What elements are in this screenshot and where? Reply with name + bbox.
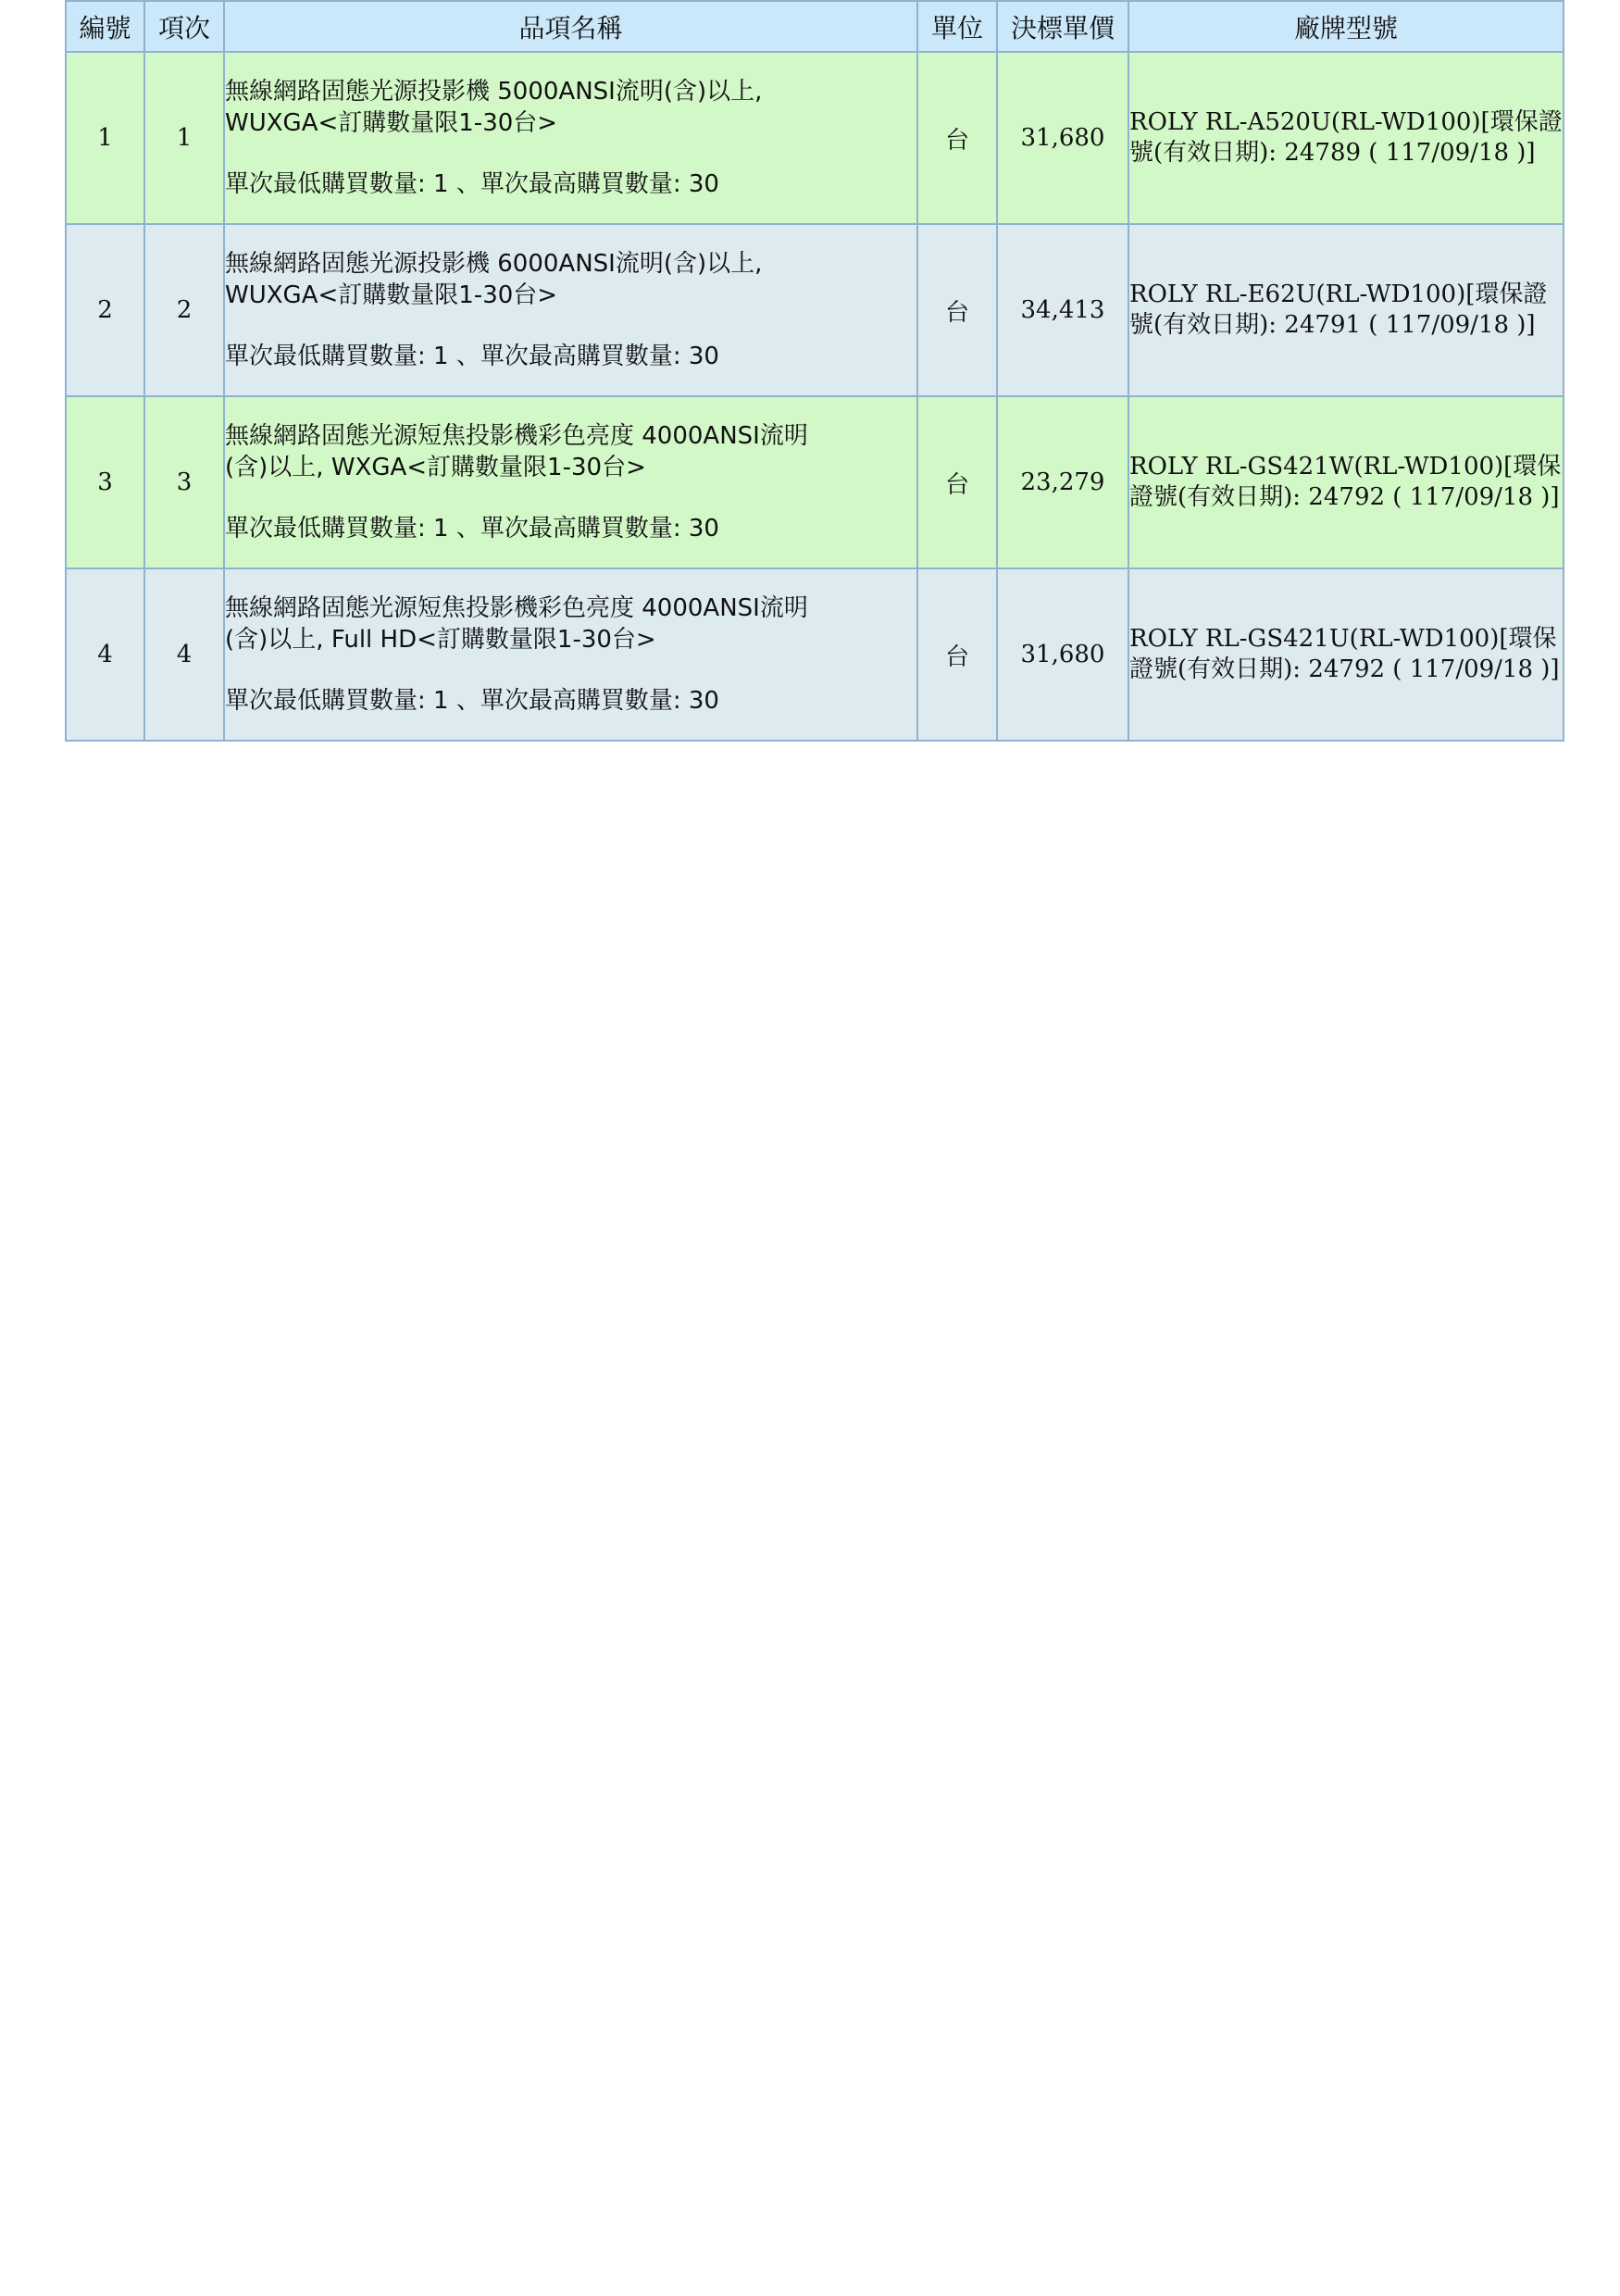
item-name-line1: 無線網路固態光源投影機 6000ANSI流明(含)以上, — [225, 250, 763, 278]
item-quantity-limit: 單次最低購買數量: 1 、單次最高購買數量: 30 — [225, 343, 719, 370]
header-name: 品項名稱 — [224, 1, 917, 52]
row-brand: ROLY RL-GS421W(RL-WD100)[環保證號(有效日期): 24792 ( 117/09/18 )] — [1128, 396, 1564, 568]
header-item: 項次 — [144, 1, 224, 52]
item-quantity-limit: 單次最低購買數量: 1 、單次最高購買數量: 30 — [225, 515, 719, 543]
table-row — [66, 224, 1564, 396]
table-body — [66, 52, 1564, 741]
row-no: 2 — [66, 224, 144, 396]
header-brand: 廠牌型號 — [1128, 1, 1564, 52]
row-brand: ROLY RL-A520U(RL-WD100)[環保證號(有效日期): 24789 ( 117/09/18 )] — [1128, 52, 1564, 224]
header-unit: 單位 — [917, 1, 997, 52]
item-name-line1: 無線網路固態光源短焦投影機彩色亮度 4000ANSI流明 — [225, 422, 808, 450]
row-unit: 台 — [917, 396, 997, 568]
row-price: 31,680 — [997, 52, 1128, 224]
row-item: 2 — [144, 224, 224, 396]
header-no: 編號 — [66, 1, 144, 52]
item-name-line1: 無線網路固態光源短焦投影機彩色亮度 4000ANSI流明 — [225, 594, 808, 622]
row-item-name — [224, 396, 917, 568]
row-no: 3 — [66, 396, 144, 568]
table-row — [66, 396, 1564, 568]
item-name-line2: (含)以上, WXGA<訂購數量限1-30台> — [225, 454, 646, 481]
row-item: 3 — [144, 396, 224, 568]
row-unit: 台 — [917, 224, 997, 396]
row-item: 1 — [144, 52, 224, 224]
item-name-line2: WUXGA<訂購數量限1-30台> — [225, 109, 558, 137]
row-no: 1 — [66, 52, 144, 224]
row-price: 31,680 — [997, 568, 1128, 741]
row-brand: ROLY RL-E62U(RL-WD100)[環保證號(有效日期): 24791 ( 117/09/18 )] — [1128, 224, 1564, 396]
row-brand: ROLY RL-GS421U(RL-WD100)[環保證號(有效日期): 24792 ( 117/09/18 )] — [1128, 568, 1564, 741]
header-row — [66, 1, 1564, 52]
row-no: 4 — [66, 568, 144, 741]
row-item-name — [224, 568, 917, 741]
table-row — [66, 568, 1564, 741]
item-quantity-limit: 單次最低購買數量: 1 、單次最高購買數量: 30 — [225, 687, 719, 715]
table-row — [66, 52, 1564, 224]
row-unit: 台 — [917, 568, 997, 741]
row-price: 23,279 — [997, 396, 1128, 568]
row-item: 4 — [144, 568, 224, 741]
row-item-name — [224, 224, 917, 396]
header-price: 決標單價 — [997, 1, 1128, 52]
row-unit: 台 — [917, 52, 997, 224]
table-header — [66, 1, 1564, 52]
award-table — [65, 0, 1564, 742]
item-name-line2: (含)以上, Full HD<訂購數量限1-30台> — [225, 626, 656, 654]
item-name-line2: WUXGA<訂購數量限1-30台> — [225, 281, 558, 309]
row-item-name — [224, 52, 917, 224]
item-quantity-limit: 單次最低購買數量: 1 、單次最高購買數量: 30 — [225, 170, 719, 198]
item-name-line1: 無線網路固態光源投影機 5000ANSI流明(含)以上, — [225, 78, 763, 106]
row-price: 34,413 — [997, 224, 1128, 396]
